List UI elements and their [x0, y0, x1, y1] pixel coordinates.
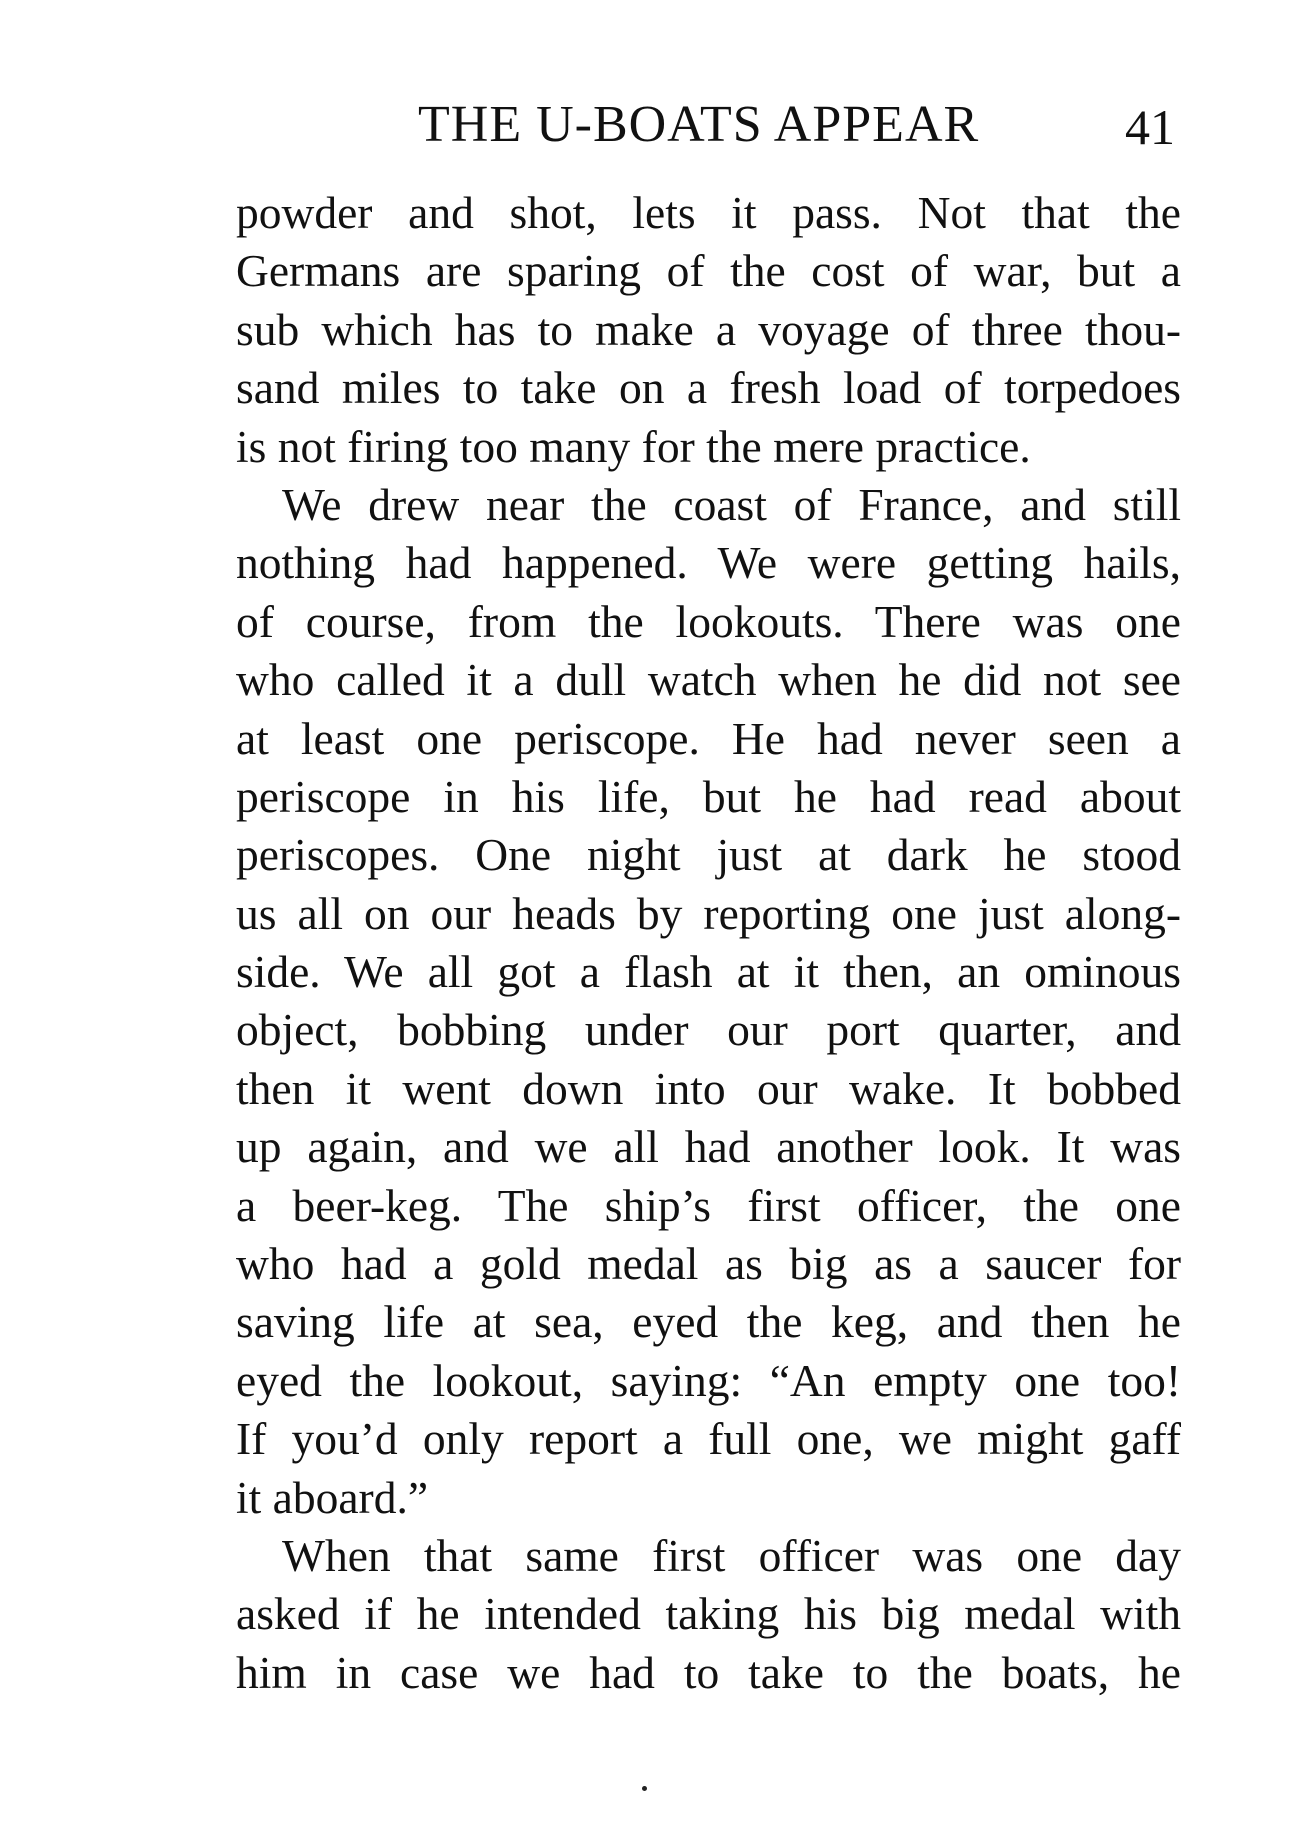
text-line: side. We all got a flash at it then, an ominous — [236, 946, 1181, 998]
text-line: periscope in his life, but he had read about — [236, 770, 1181, 822]
text-line: object, bobbing under our port quarter, and — [236, 1004, 1181, 1056]
text-line: it aboard.” — [236, 1471, 429, 1523]
text-line: him in case we had to take to the boats, he — [236, 1646, 1181, 1698]
text-line: sand miles to take on a fresh load of torpedoes — [236, 362, 1181, 414]
chapter-title: THE U-BOATS APPEAR — [418, 96, 980, 153]
text-line: If you’d only report a full one, we might gaff — [236, 1413, 1181, 1465]
text-line: saving life at sea, eyed the keg, and then he — [236, 1296, 1181, 1348]
running-head — [236, 92, 1181, 158]
text-line: nothing had happened. We were getting hails, — [236, 537, 1181, 589]
text-line: of course, from the lookouts. There was one — [236, 595, 1181, 647]
text-line: sub which has to make a voyage of three thou- — [236, 303, 1181, 355]
text-line: us all on our heads by reporting one just along- — [236, 887, 1181, 939]
body-text — [236, 184, 1181, 1702]
page-number: 41 — [1125, 99, 1175, 155]
text-line: We drew near the coast of France, and still — [282, 478, 1181, 530]
text-line: a beer-keg. The ship’s first officer, the one — [236, 1179, 1181, 1231]
text-line: then it went down into our wake. It bobbed — [236, 1062, 1181, 1114]
text-line: periscopes. One night just at dark he stood — [236, 829, 1181, 881]
text-line: is not firing too many for the mere practice. — [236, 420, 1031, 472]
text-line: When that same first officer was one day — [282, 1529, 1181, 1581]
text-line: up again, and we all had another look. It was — [236, 1121, 1181, 1173]
text-line: powder and shot, lets it pass. Not that the — [236, 187, 1181, 238]
text-line: who called it a dull watch when he did not see — [236, 654, 1181, 706]
text-line: asked if he intended taking his big medal with — [236, 1588, 1181, 1640]
text-line: who had a gold medal as big as a saucer for — [236, 1238, 1181, 1290]
text-line: Germans are sparing of the cost of war, but a — [236, 245, 1181, 297]
text-line: at least one periscope. He had never seen a — [236, 712, 1181, 764]
text-line: eyed the lookout, saying: “An empty one too! — [236, 1354, 1181, 1406]
ink-speck — [642, 1786, 647, 1791]
